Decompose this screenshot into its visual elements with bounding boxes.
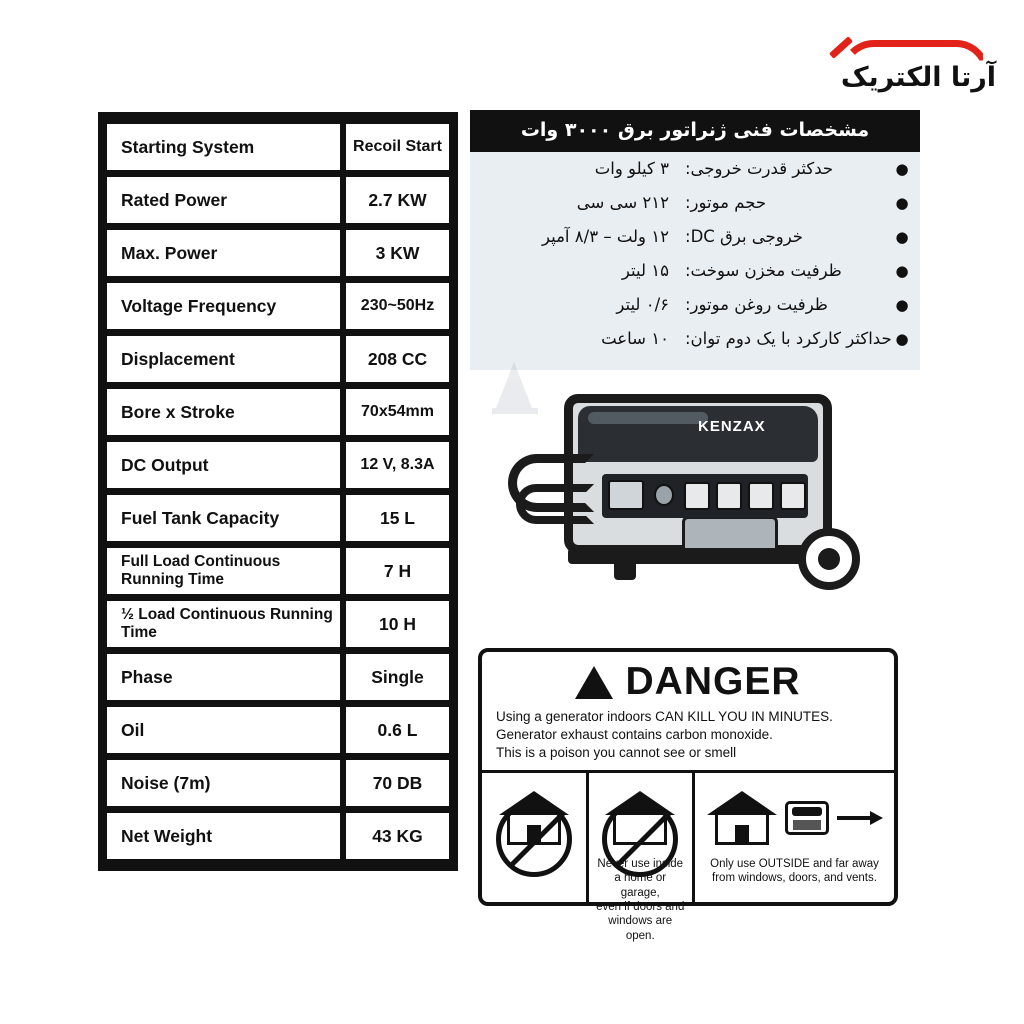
spec-label: Voltage Frequency — [107, 283, 340, 329]
generator-handle-lower — [516, 484, 594, 524]
brand-logo — [786, 34, 996, 96]
bullet-icon: ● — [895, 228, 909, 246]
red-swoosh-icon — [806, 38, 996, 64]
table-row — [107, 124, 449, 170]
bullet-icon: ● — [895, 262, 909, 280]
mini-generator-icon — [785, 801, 829, 835]
table-row — [107, 177, 449, 223]
spec-value: 70 DB — [346, 760, 449, 806]
persian-spec-row — [470, 152, 920, 186]
table-row — [107, 495, 449, 541]
spec-table — [98, 112, 458, 871]
danger-cell-no-home — [482, 773, 589, 906]
spec-value: 0.6 L — [346, 707, 449, 753]
spec-value: 10 H — [346, 601, 449, 647]
spec-label: Noise (7m) — [107, 760, 340, 806]
persian-spec-row — [470, 322, 920, 356]
persian-spec-key: ظرفیت مخزن سوخت: — [685, 261, 842, 280]
table-row — [107, 760, 449, 806]
generator-foot — [614, 564, 636, 580]
bullet-icon: ● — [895, 296, 909, 314]
spec-label: Oil — [107, 707, 340, 753]
spec-value: 15 L — [346, 495, 449, 541]
spec-label: DC Output — [107, 442, 340, 488]
spec-label: Fuel Tank Capacity — [107, 495, 340, 541]
table-row — [107, 707, 449, 753]
outside-generator-icon — [699, 779, 890, 857]
spec-value: 208 CC — [346, 336, 449, 382]
persian-spec-key: ظرفیت روغن موتور: — [685, 295, 828, 314]
persian-spec-row — [470, 254, 920, 288]
danger-cell-no-garage — [589, 773, 696, 942]
prohibition-icon — [496, 801, 572, 877]
bullet-icon: ● — [895, 194, 909, 212]
generator-socket-icon — [716, 482, 742, 510]
spec-label: Displacement — [107, 336, 340, 382]
persian-spec-value: ۱۰ ساعت — [601, 329, 669, 348]
no-home-icon — [486, 779, 582, 857]
table-row — [107, 442, 449, 488]
bullet-icon: ● — [895, 160, 909, 178]
persian-spec-value: ۱۲ ولت – ۸/۳ آمپر — [542, 227, 669, 246]
danger-caption-left: Never use inside a home or garage, even if doors and windows are open. — [596, 857, 685, 942]
spec-label: Full Load Continuous Running Time — [107, 548, 340, 594]
persian-spec-row — [470, 220, 920, 254]
generator-knob-icon — [654, 484, 674, 506]
danger-line: Generator exhaust contains carbon monoxide. — [496, 726, 773, 742]
spec-label: Max. Power — [107, 230, 340, 276]
persian-spec-value: ۰/۶ لیتر — [616, 295, 669, 314]
persian-spec-row — [470, 288, 920, 322]
table-row — [107, 389, 449, 435]
generator-wheel — [798, 528, 860, 590]
spec-label: Bore x Stroke — [107, 389, 340, 435]
table-row — [107, 336, 449, 382]
brand-logo-text: آرتا الکتریک — [840, 61, 996, 93]
spec-value: 7 H — [346, 548, 449, 594]
persian-spec-key: حداکثر کارکرد با یک دوم توان: — [685, 329, 892, 348]
warning-triangle-icon — [575, 666, 613, 699]
spec-value: Single — [346, 654, 449, 700]
persian-spec-row — [470, 186, 920, 220]
spec-value: Recoil Start — [346, 124, 449, 170]
spec-label: ½ Load Continuous Running Time — [107, 601, 340, 647]
table-row — [107, 601, 449, 647]
table-row — [107, 548, 449, 594]
table-row — [107, 230, 449, 276]
persian-spec-value: ۲۱۲ سی سی — [576, 193, 669, 212]
generator-image — [470, 352, 920, 632]
table-row — [107, 813, 449, 859]
spec-value: 12 V, 8.3A — [346, 442, 449, 488]
persian-spec-key: خروجی برق DC: — [685, 227, 804, 246]
danger-line: Using a generator indoors CAN KILL YOU IN MINUTES. — [496, 709, 833, 724]
generator-meter-icon — [608, 480, 644, 510]
spec-value: 43 KG — [346, 813, 449, 859]
persian-spec-value: ۱۵ لیتر — [621, 261, 669, 280]
bullet-icon: ● — [895, 330, 909, 348]
table-row — [107, 283, 449, 329]
spec-label: Phase — [107, 654, 340, 700]
house-icon — [707, 791, 777, 845]
spec-value: 2.7 KW — [346, 177, 449, 223]
generator-socket-icon — [780, 482, 806, 510]
danger-line: This is a poison you cannot see or smell — [496, 744, 737, 760]
no-garage-icon — [593, 779, 689, 857]
arrow-right-icon — [837, 813, 883, 823]
danger-caption-right: Only use OUTSIDE and far away from windows, doors, and vents. — [710, 857, 879, 885]
danger-cell-outside — [695, 773, 894, 906]
generator-illustration — [502, 388, 892, 603]
persian-spec-panel — [470, 110, 920, 370]
generator-socket-icon — [748, 482, 774, 510]
danger-heading: DANGER — [625, 660, 801, 703]
spec-value: 230~50Hz — [346, 283, 449, 329]
persian-spec-key: حجم موتور: — [685, 193, 767, 212]
persian-spec-value: ۳ کیلو وات — [594, 159, 669, 178]
danger-text-block — [482, 706, 894, 770]
generator-socket-icon — [684, 482, 710, 510]
table-row — [107, 654, 449, 700]
persian-panel-title: مشخصات فنی ژنراتور برق ۳۰۰۰ وات — [470, 110, 920, 152]
spec-label: Starting System — [107, 124, 340, 170]
persian-spec-key: حدکثر قدرت خروجی: — [685, 159, 834, 178]
spec-value: 70x54mm — [346, 389, 449, 435]
danger-pictogram-grid — [482, 770, 894, 942]
spec-label: Net Weight — [107, 813, 340, 859]
generator-tank-highlight — [588, 412, 708, 424]
spec-label: Rated Power — [107, 177, 340, 223]
generator-brand-label: KENZAX — [698, 418, 766, 435]
spec-value: 3 KW — [346, 230, 449, 276]
generator-base-rail — [568, 548, 830, 564]
danger-label — [478, 648, 898, 942]
danger-header — [482, 652, 894, 706]
